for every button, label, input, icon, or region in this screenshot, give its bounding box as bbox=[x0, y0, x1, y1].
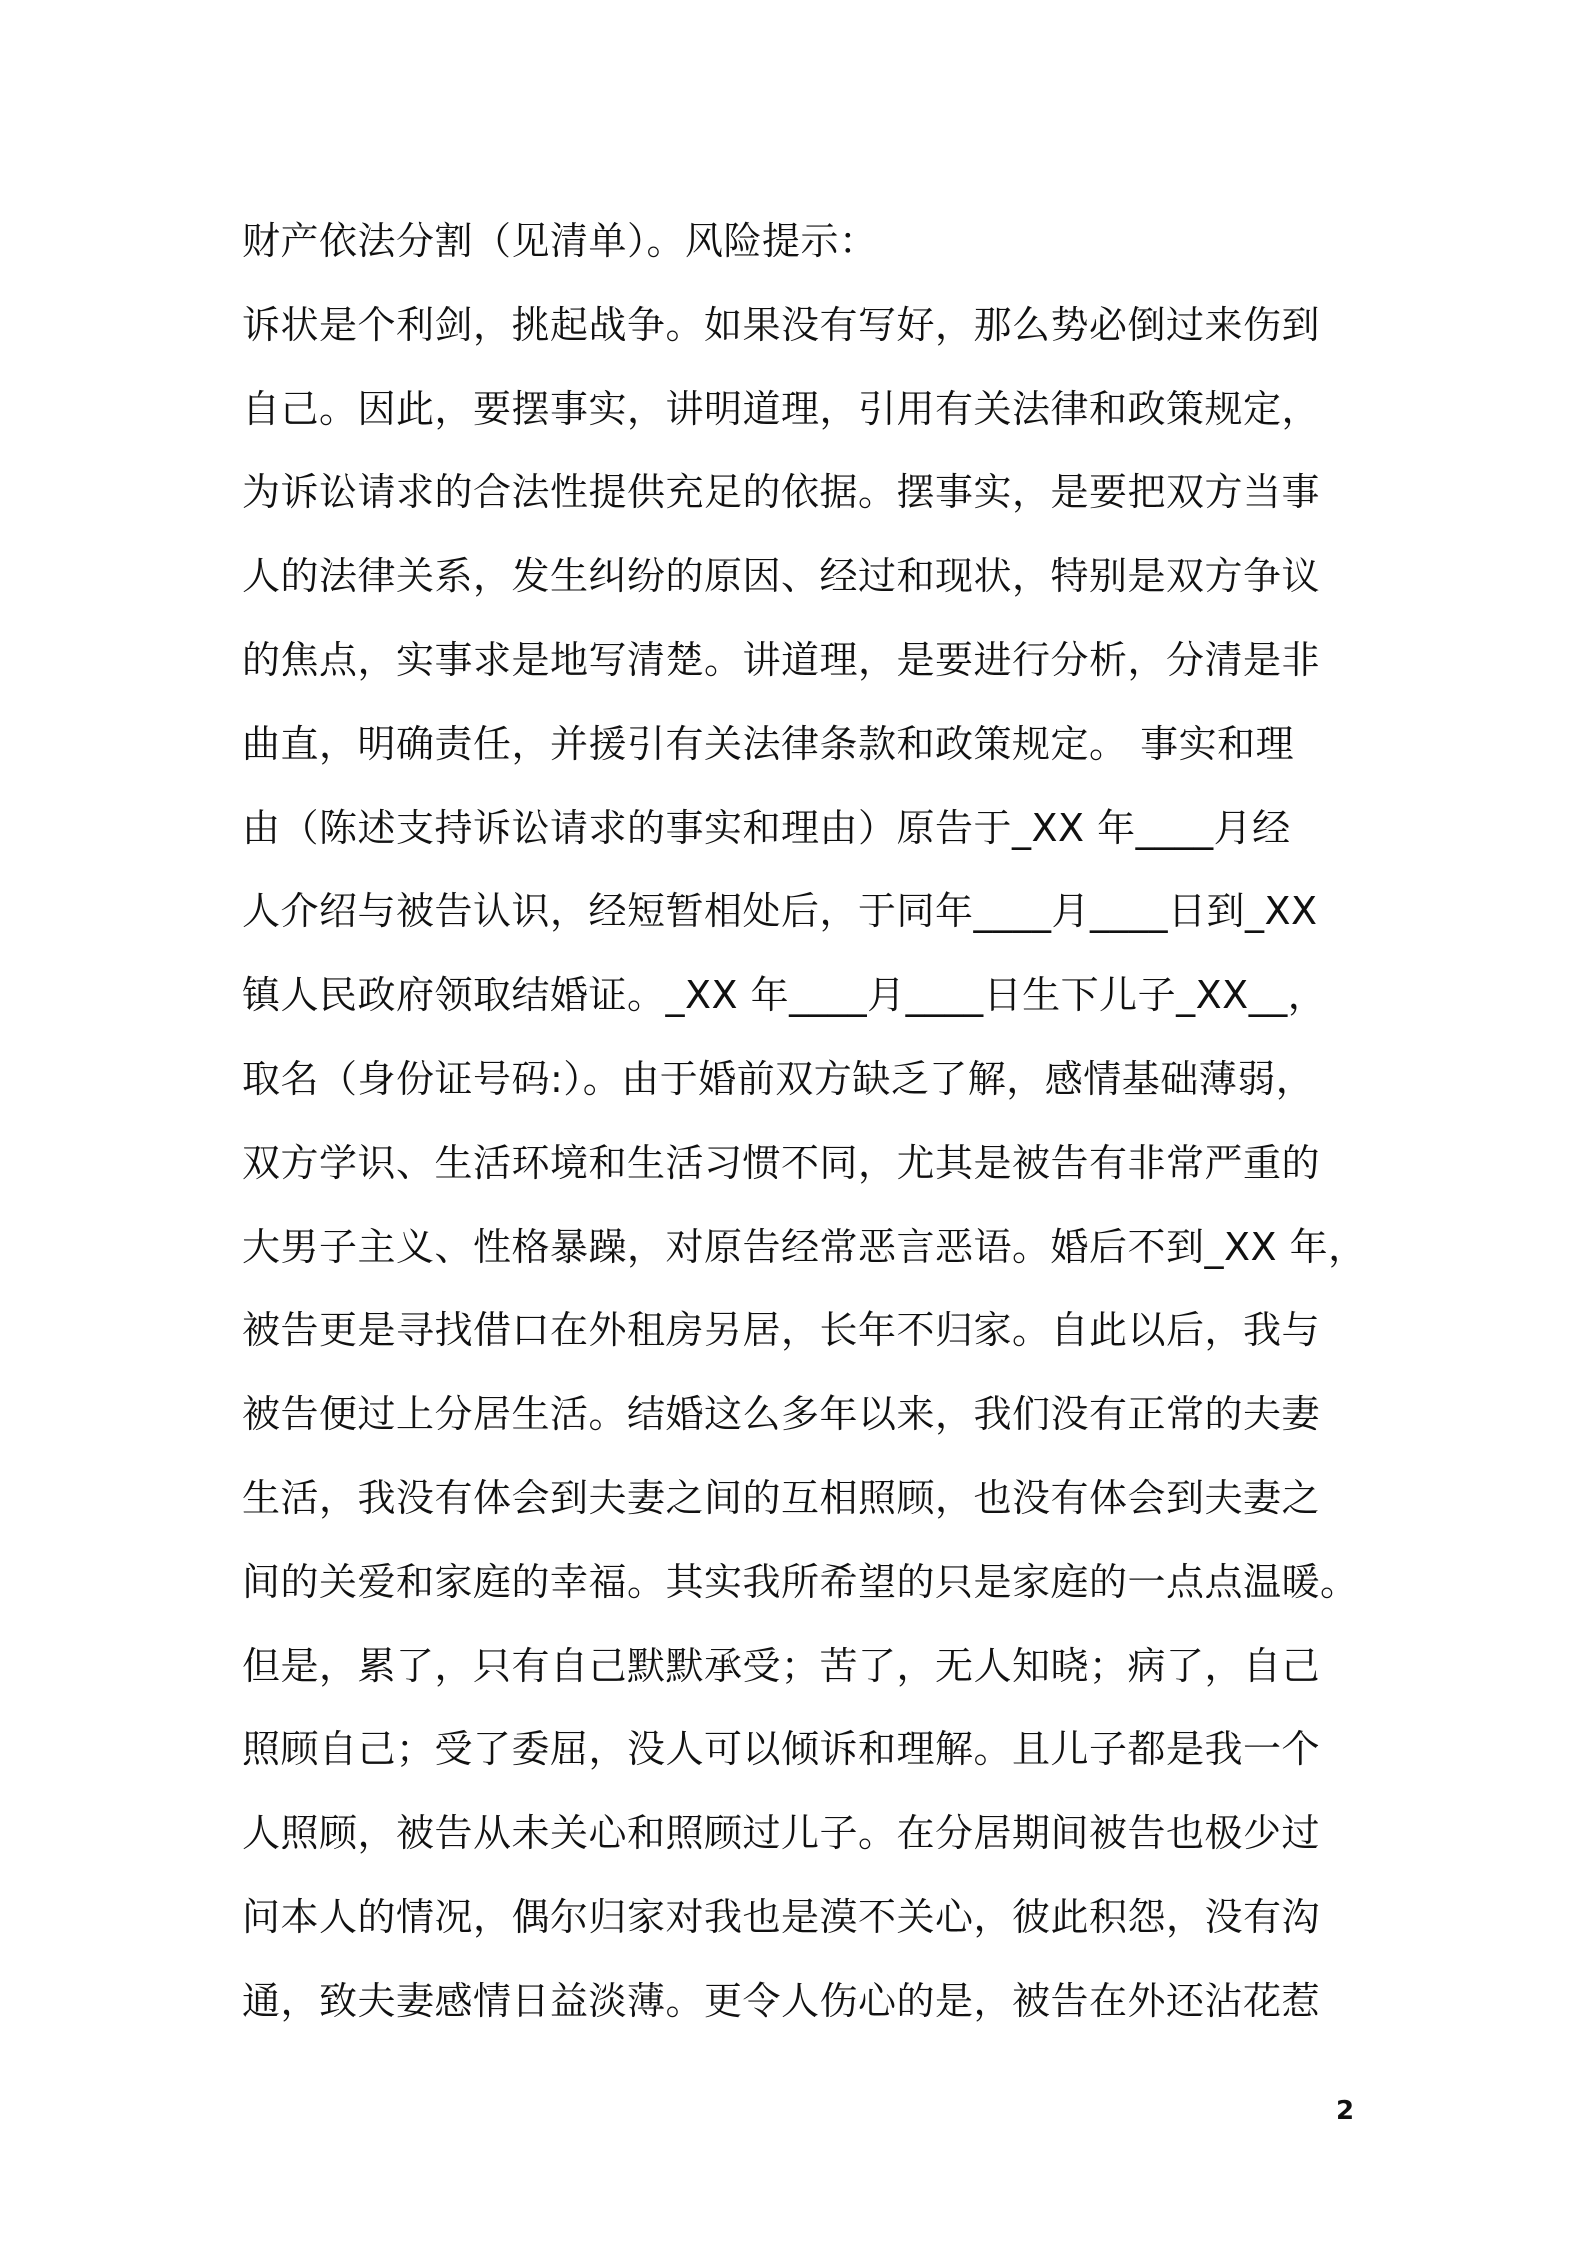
text-line: 人照顾，被告从未关心和照顾过儿子。在分居期间被告也极少过 bbox=[242, 1811, 1321, 1856]
text-line: 间的关爱和家庭的幸福。其实我所希望的只是家庭的一点点温暖。 bbox=[242, 1559, 1359, 1604]
text-line: 镇人民政府领取结婚证。_XX 年____月____日生下儿子_XX__， bbox=[242, 973, 1327, 1018]
text-line: 的焦点，实事求是地写清楚。讲道理，是要进行分析，分清是非 bbox=[242, 637, 1321, 682]
text-line: 取名（身份证号码:）。由于婚前双方缺乏了解，感情基础薄弱， bbox=[242, 1056, 1315, 1101]
text-line: 照顾自己；受了委屈，没人可以倾诉和理解。且儿子都是我一个 bbox=[242, 1727, 1321, 1772]
text-line: 自己。因此，要摆事实，讲明道理，引用有关法律和政策规定， bbox=[242, 386, 1321, 431]
text-line: 人介绍与被告认识，经短暂相处后，于同年____月____日到_XX bbox=[242, 889, 1318, 934]
text-line: 曲直，明确责任，并援引有关法律条款和政策规定。 事实和理 bbox=[242, 721, 1295, 766]
text-line: 通，致夫妻感情日益淡薄。更令人伤心的是，被告在外还沾花惹 bbox=[242, 1978, 1321, 2023]
text-line: 大男子主义、性格暴躁，对原告经常恶言恶语。婚后不到_XX 年， bbox=[242, 1224, 1367, 1269]
text-line: 生活，我没有体会到夫妻之间的互相照顾，也没有体会到夫妻之 bbox=[242, 1475, 1321, 1520]
text-line: 被告更是寻找借口在外租房另居，长年不归家。自此以后，我与 bbox=[242, 1308, 1321, 1353]
text-line: 由（陈述支持诉讼请求的事实和理由）原告于_XX 年____月经 bbox=[242, 805, 1291, 850]
text-line: 问本人的情况，偶尔归家对我也是漠不关心，彼此积怨，没有沟 bbox=[242, 1894, 1321, 1939]
text-line: 财产依法分割（见清单）。风险提示： bbox=[242, 219, 878, 263]
body-text bbox=[242, 200, 1382, 2044]
page-number: 2 bbox=[1336, 2096, 1355, 2126]
text-line: 双方学识、生活环境和生活习惯不同，尤其是被告有非常严重的 bbox=[242, 1140, 1321, 1185]
text-line: 诉状是个利剑，挑起战争。如果没有写好，那么势必倒过来伤到 bbox=[242, 302, 1321, 347]
text-line: 为诉讼请求的合法性提供充足的依据。摆事实，是要把双方当事 bbox=[242, 470, 1321, 515]
text-line: 人的法律关系，发生纠纷的原因、经过和现状，特别是双方争议 bbox=[242, 554, 1321, 599]
text-line: 但是，累了，只有自己默默承受；苦了，无人知晓；病了，自己 bbox=[242, 1643, 1321, 1688]
text-line: 被告便过上分居生活。结婚这么多年以来，我们没有正常的夫妻 bbox=[242, 1392, 1321, 1437]
